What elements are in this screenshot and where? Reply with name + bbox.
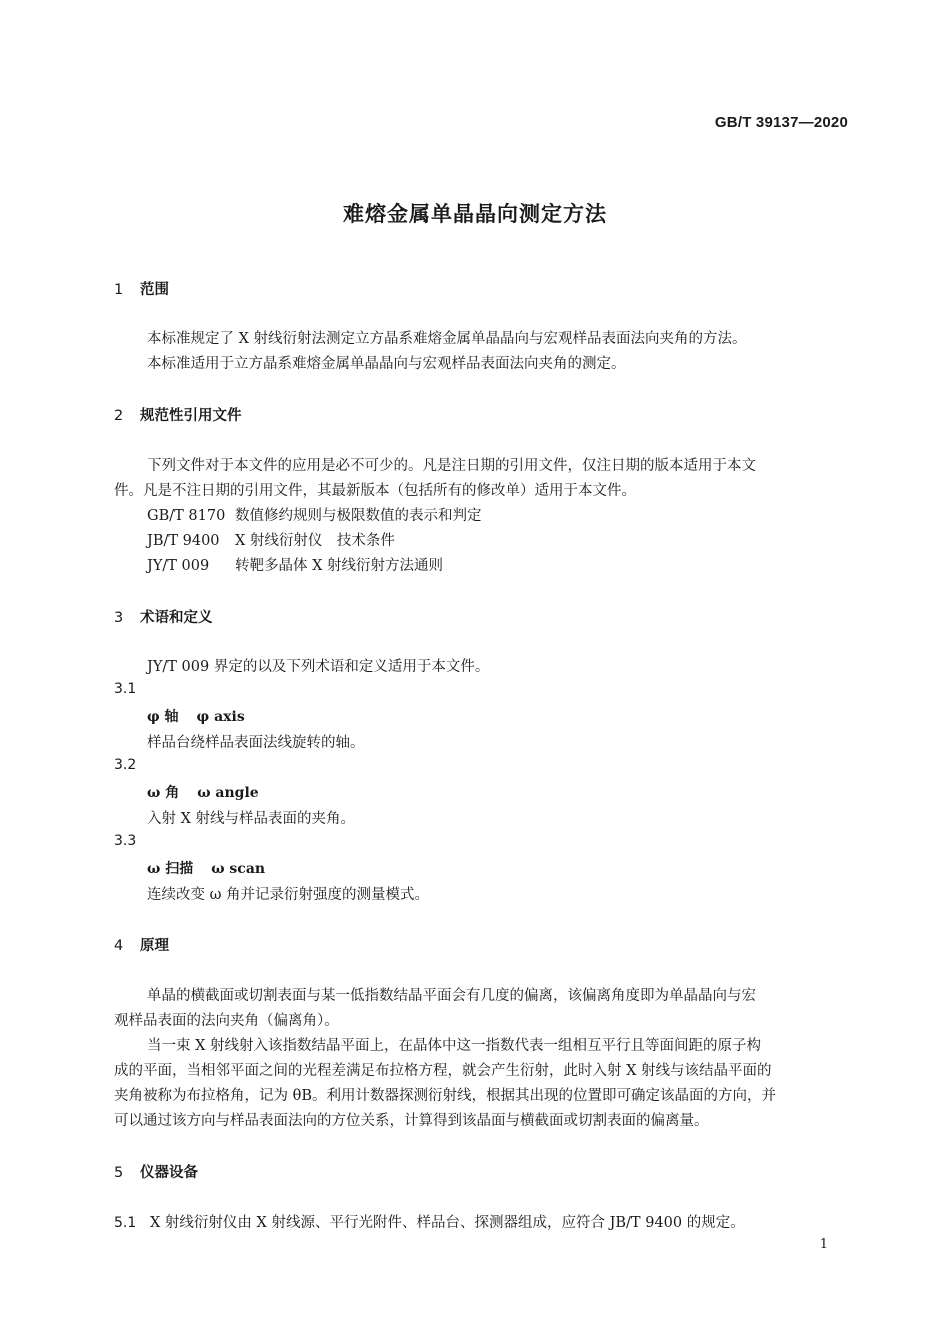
section-5-title: 仪器设备 [140,1165,198,1181]
reference-title: 数值修约规则与极限数值的表示和判定 [235,508,482,524]
section-4-number: 4 [114,938,124,954]
section-2-intro-line-1: 下列文件对于本文件的应用是必不可少的。凡是注日期的引用文件，仅注日期的版本适用于本文 [147,458,756,474]
term-name-en: φ axis [196,709,245,725]
reference-title: 转靶多晶体 X 射线衍射方法通则 [235,558,444,574]
standard-number: GB/T 39137—2020 [714,114,848,131]
section-1-para-1: 本标准规定了 X 射线衍射法测定立方晶系难熔金属单晶晶向与宏观样品表面法向夹角的方法。 [147,331,747,347]
term-number: 3.2 [114,757,137,773]
section-2-title: 规范性引用文件 [140,408,242,424]
section-4-title: 原理 [140,938,169,954]
section-3-number: 3 [114,610,124,626]
section-2-intro-line-2: 件。凡是不注日期的引用文件，其最新版本（包括所有的修改单）适用于本文件。 [114,483,636,499]
section-4-heading [114,934,169,955]
term-name-en: ω angle [197,785,259,801]
normative-reference [147,504,482,525]
reference-code: JY/T 009 [147,558,210,574]
normative-reference [147,529,395,550]
term-name [147,706,245,726]
term-name-zh: ω 扫描 [147,861,194,877]
section-1-heading [114,278,169,299]
reference-title: X 射线衍射仪 技术条件 [235,533,395,549]
section-1-para-2: 本标准适用于立方晶系难熔金属单晶晶向与宏观样品表面法向夹角的测定。 [147,356,626,372]
term-definition: 样品台绕样品表面法线旋转的轴。 [147,735,365,751]
clause-5-1-text: X 射线衍射仪由 X 射线源、平行光附件、样品台、探测器组成，应符合 JB/T 9400 的规定。 [150,1215,745,1231]
term-number: 3.3 [114,833,137,849]
section-4-para-1-line-1: 单晶的横截面或切割表面与某一低指数结晶平面会有几度的偏离，该偏离角度即为单晶晶向与宏 [147,988,756,1004]
normative-reference [147,554,443,575]
term-definition: 连续改变 ω 角并记录衍射强度的测量模式。 [147,887,430,903]
section-1-title: 范围 [140,282,169,298]
section-4-para-2-line-3: 夹角被称为布拉格角，记为 θB。利用计数器探测衍射线，根据其出现的位置即可确定该晶面的方向，并 [114,1088,776,1104]
clause-5-1 [114,1211,745,1232]
reference-code: GB/T 8170 [147,508,226,524]
section-2-heading [114,404,242,425]
section-3-title: 术语和定义 [140,610,213,626]
section-4-para-1-line-2: 观样品表面的法向夹角（偏离角）。 [114,1013,339,1029]
term-definition: 入射 X 射线与样品表面的夹角。 [147,811,356,827]
section-4-para-2-line-1: 当一束 X 射线射入该指数结晶平面上，在晶体中这一指数代表一组相互平行且等面间距的原子构 [147,1038,762,1054]
section-4-para-2-line-4: 可以通过该方向与样品表面法向的方位关系，计算得到该晶面与横截面或切割表面的偏离量。 [114,1113,709,1129]
reference-code: JB/T 9400 [147,533,220,549]
section-3-heading [114,606,213,627]
section-4-para-2-line-2: 成的平面，当相邻平面之间的光程差满足布拉格方程，就会产生衍射，此时入射 X 射线与该结晶平面的 [114,1063,772,1079]
section-5-heading [114,1161,198,1182]
page-number: 1 [819,1237,828,1252]
term-number: 3.1 [114,681,137,697]
term-name-en: ω scan [211,861,266,877]
section-5-number: 5 [114,1165,124,1181]
document-title: 难熔金属单晶晶向测定方法 [343,202,607,226]
term-name-zh: ω 角 [147,785,180,801]
section-3-intro: JY/T 009 界定的以及下列术语和定义适用于本文件。 [147,659,490,675]
section-2-number: 2 [114,408,124,424]
term-name [147,782,259,802]
clause-5-1-number: 5.1 [114,1215,137,1231]
term-name [147,858,265,878]
term-name-zh: φ 轴 [147,709,179,725]
section-1-number: 1 [114,282,124,298]
